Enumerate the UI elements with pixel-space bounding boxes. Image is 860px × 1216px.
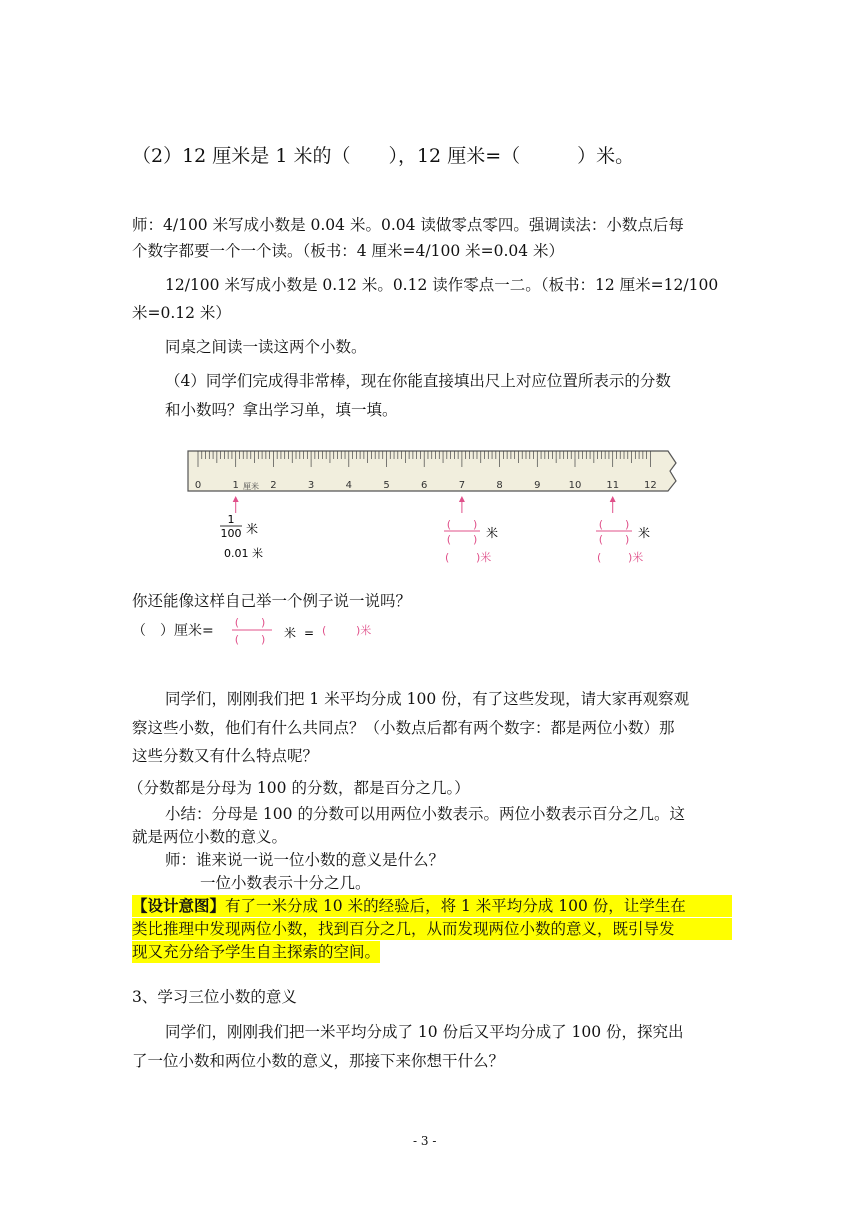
summary-line: 就是两位小数的意义。: [132, 828, 288, 846]
blank-11cm: [596, 518, 650, 564]
ruler-number: 11: [606, 480, 620, 491]
blank-decimal-close: )米: [628, 551, 644, 564]
paragraph-line: 了一位小数和两位小数的意义，那接下来你想干什么？: [132, 1052, 505, 1070]
ruler-number: 7: [458, 480, 466, 491]
paragraph-line: 察这些小数，他们有什么共同点？（小数点后都有两个数字：都是两位小数）那: [132, 719, 675, 737]
example-prompt: 你还能像这样自己举一个例子说一说吗？: [132, 592, 412, 610]
example-fraction: [228, 612, 398, 652]
section-3-title: 3、学习三位小数的意义: [132, 988, 297, 1006]
blank-decimal-open[interactable]: (: [597, 551, 624, 564]
design-intent-line: [132, 895, 732, 917]
label-decimal: 0.01 米: [224, 547, 263, 560]
ruler-number: 12: [644, 480, 657, 491]
paragraph-line: 同桌之间读一读这两个小数。: [165, 338, 367, 356]
ruler-number: 3: [307, 480, 315, 491]
label-1cm: [220, 513, 263, 560]
paragraph-line: 同学们，刚刚我们把一米平均分成了 10 份后又平均分成了 100 份，探究出: [165, 1023, 684, 1041]
teacher-answer: 一位小数表示十分之几。: [200, 874, 371, 892]
ruler-number: 4: [345, 480, 352, 491]
blank-denominator[interactable]: ( ): [598, 533, 630, 546]
label-numerator: 1: [227, 513, 235, 526]
design-intent-tag: 【设计意图】: [132, 896, 226, 915]
ruler-number: 5: [383, 480, 390, 491]
paragraph-line: 和小数吗？拿出学习单，填一填。: [165, 401, 398, 419]
design-intent-line: 现又充分给予学生自主探索的空间。: [132, 943, 381, 961]
label-unit: 米: [246, 522, 259, 536]
ruler-number: 10: [568, 480, 582, 491]
blank-numerator[interactable]: ( ): [598, 518, 630, 531]
ruler-number: 2: [270, 480, 277, 491]
teacher-paragraph-line: 个数字都要一个一个读。（板书：4 厘米=4/100 米=0.04 米）: [132, 242, 565, 260]
ruler-number: 9: [534, 480, 541, 491]
paragraph-line: 米=0.12 米）: [132, 304, 231, 322]
ruler-unit-label: 厘米: [243, 482, 259, 491]
question-2: （2）12 厘米是 1 米的（ ），12 厘米=（ ）米。: [132, 145, 635, 167]
design-intent-text: 有了一米分成 10 米的经验后，将 1 米平均分成 100 份，让学生在: [225, 897, 686, 915]
ruler-arrow: [233, 496, 239, 513]
blank-decimal-open[interactable]: (: [445, 551, 472, 564]
design-intent-line: 类比推理中发现两位小数，找到百分之几，从而发现两位小数的意义，既引导发: [132, 918, 732, 940]
example-equals: =: [304, 626, 315, 640]
page-number: - 3 -: [413, 1134, 437, 1148]
ruler-arrow: [459, 496, 465, 513]
blank-denominator[interactable]: ( ): [446, 533, 478, 546]
example-decimal-open[interactable]: (: [322, 624, 349, 637]
blank-unit: 米: [638, 526, 651, 540]
blank-7cm: [444, 518, 498, 564]
ruler-arrows: [233, 496, 616, 513]
example-numerator[interactable]: ( ): [234, 616, 266, 629]
paragraph-line: 12/100 米写成小数是 0.12 米。0.12 读作零点一二。（板书：12 厘米=12/100: [165, 276, 719, 294]
teacher-paragraph-line: 师：4/100 米写成小数是 0.04 米。0.04 读做零点零四。强调读法：小数点后每: [132, 216, 684, 234]
blank-numerator[interactable]: ( ): [446, 518, 478, 531]
teacher-question: 师：谁来说一说一位小数的意义是什么？: [165, 851, 445, 869]
ruler-figure: [180, 445, 680, 575]
label-denominator: 100: [220, 527, 242, 540]
blank-decimal-close: )米: [476, 551, 492, 564]
paragraph-line: 这些分数又有什么特点呢？: [132, 747, 319, 765]
ruler-number: 8: [496, 480, 503, 491]
summary-line: 小结：分母是 100 的分数可以用两位小数表示。两位小数表示百分之几。这: [165, 805, 685, 823]
paragraph-line: 同学们，刚刚我们把 1 米平均分成 100 份，有了这些发现，请大家再观察观: [165, 690, 690, 708]
example-unit: 米: [284, 626, 297, 640]
ruler-number: 0: [194, 480, 202, 491]
example-decimal-close: )米: [356, 624, 372, 637]
example-prefix: （ ）厘米=: [132, 623, 214, 639]
ruler-arrow: [610, 496, 616, 513]
ruler-number: 1: [232, 480, 239, 491]
paragraph-line: （4）同学们完成得非常棒，现在你能直接填出尺上对应位置所表示的分数: [165, 372, 671, 390]
answer-line: （分数都是分母为 100 的分数，都是百分之几。）: [128, 779, 470, 797]
example-denominator[interactable]: ( ): [234, 633, 266, 646]
blank-unit: 米: [486, 526, 499, 540]
ruler-number: 6: [421, 480, 428, 491]
